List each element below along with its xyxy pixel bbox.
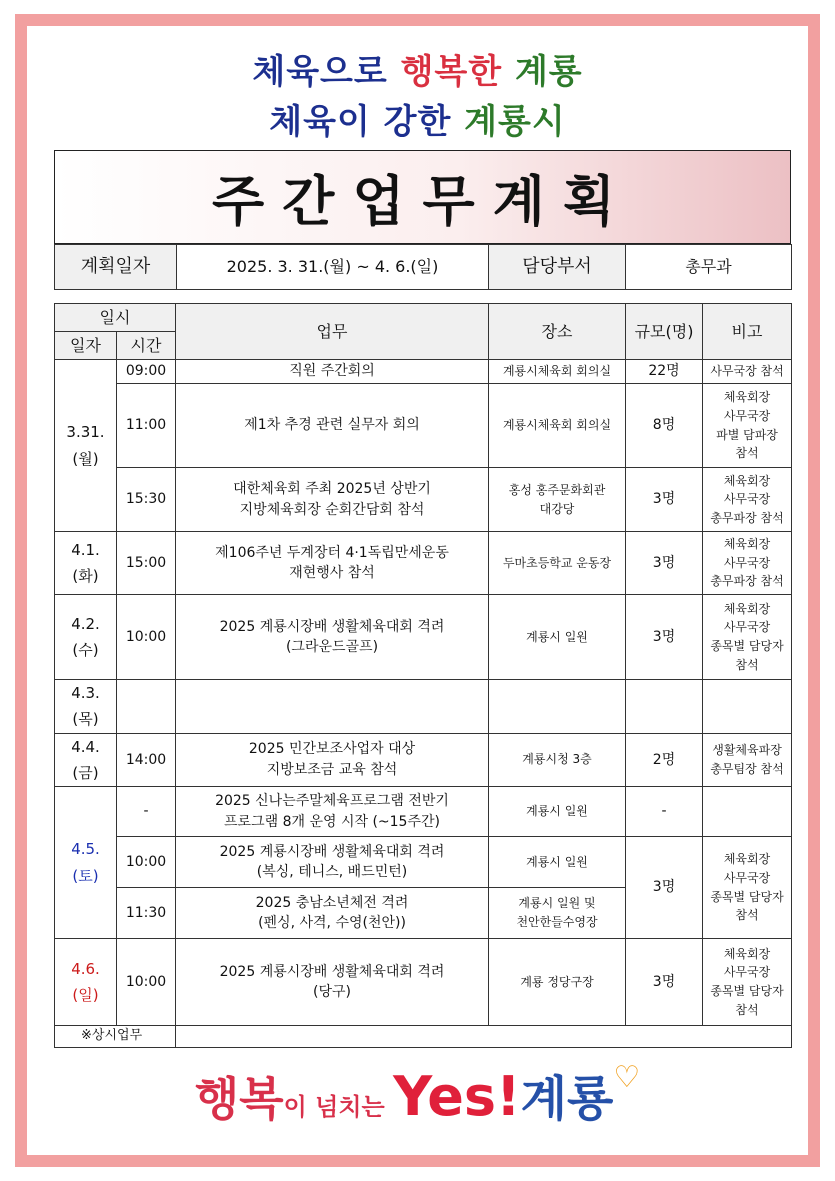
dept-label: 담당부서 — [489, 245, 626, 290]
slogan-2b: 계룡시 — [464, 102, 566, 142]
scale-cell: 3명 — [626, 837, 703, 939]
place-cell — [489, 680, 626, 734]
task-cell: 2025 충남소년체전 격려 (펜싱, 사격, 수영(천안)) — [176, 888, 489, 939]
task-cell — [176, 680, 489, 734]
schedule-table — [54, 303, 792, 1048]
table-row — [55, 1026, 792, 1048]
header-scale: 규모(명) — [626, 304, 703, 360]
plan-info-table — [54, 244, 792, 290]
plan-date-label: 계획일자 — [55, 245, 177, 290]
time-cell: - — [117, 787, 176, 837]
place-cell: 두마초등학교 운동장 — [489, 532, 626, 595]
scale-cell: 8명 — [626, 384, 703, 468]
time-cell: 15:30 — [117, 468, 176, 532]
header-remarks: 비고 — [703, 304, 792, 360]
header-time: 시간 — [117, 332, 176, 360]
header-date: 일자 — [55, 332, 117, 360]
table-row — [55, 595, 792, 680]
table-row — [55, 837, 792, 888]
scale-cell: - — [626, 787, 703, 837]
header-datetime: 일시 — [55, 304, 176, 332]
remarks-cell: 체육회장 사무국장 총무파장 참석 — [703, 468, 792, 532]
table-row — [55, 468, 792, 532]
time-cell: 10:00 — [117, 939, 176, 1026]
remarks-cell — [703, 680, 792, 734]
footer-gyeryong: 계룡 — [520, 1071, 614, 1127]
time-cell: 09:00 — [117, 360, 176, 384]
page-title: 주간업무계획 — [212, 169, 633, 233]
remarks-cell: 체육회장 사무국장 종목별 담당자 참석 — [703, 837, 792, 939]
date-cell: 4.2. (수) — [55, 595, 117, 680]
remarks-cell: 생활체육파장 총무팀장 참석 — [703, 733, 792, 787]
task-cell: 직원 주간회의 — [176, 360, 489, 384]
heart-icon: ♡ — [613, 1060, 641, 1095]
date-cell: 4.1. (화) — [55, 532, 117, 595]
slogan-2a: 체육이 강한 — [269, 102, 465, 142]
table-row — [55, 360, 792, 384]
slogan-line-1 — [0, 44, 835, 93]
place-cell: 계룡 정당구장 — [489, 939, 626, 1026]
time-cell: 14:00 — [117, 733, 176, 787]
slogan-1a: 체육으로 — [252, 52, 401, 92]
footer-b: 이 넘치는 — [283, 1093, 394, 1121]
place-cell: 계룡시 일원 및 천안한들수영장 — [489, 888, 626, 939]
time-cell — [117, 680, 176, 734]
time-cell: 11:00 — [117, 384, 176, 468]
place-cell: 계룡시 일원 — [489, 837, 626, 888]
footer-a: 행복 — [194, 1072, 284, 1126]
date-cell: 4.3. (목) — [55, 680, 117, 734]
remarks-cell: 체육회장 사무국장 종목별 담당자 참석 — [703, 595, 792, 680]
footer-yes: Yes! — [393, 1065, 521, 1128]
footer-slogan — [0, 1060, 835, 1129]
scale-cell: 2명 — [626, 733, 703, 787]
remarks-cell: 체육회장 사무국장 파별 담파장 참석 — [703, 384, 792, 468]
remarks-cell: 체육회장 사무국장 총무파장 참석 — [703, 532, 792, 595]
time-cell: 10:00 — [117, 595, 176, 680]
table-row — [55, 384, 792, 468]
task-cell: 2025 계룡시장배 생활체육대회 격려 (그라운드골프) — [176, 595, 489, 680]
scale-cell: 3명 — [626, 468, 703, 532]
place-cell: 계룡시 일원 — [489, 787, 626, 837]
slogan-line-2 — [0, 94, 835, 143]
place-cell: 계룡시 일원 — [489, 595, 626, 680]
date-cell: 4.5. (토) — [55, 787, 117, 939]
task-cell: 2025 계룡시장배 생활체육대회 격려 (복싱, 테니스, 배드민턴) — [176, 837, 489, 888]
task-cell: 대한체육회 주최 2025년 상반기 지방체육회장 순회간담회 참석 — [176, 468, 489, 532]
remarks-cell: 체육회장 사무국장 종목별 담당자 참석 — [703, 939, 792, 1026]
table-row — [55, 680, 792, 734]
table-row — [55, 787, 792, 837]
title-banner — [54, 150, 791, 244]
scale-cell: 22명 — [626, 360, 703, 384]
task-cell: 제106주년 두계장터 4·1독립만세운동 재현행사 참석 — [176, 532, 489, 595]
date-cell: 3.31. (월) — [55, 360, 117, 532]
task-cell: 제1차 추경 관련 실무자 회의 — [176, 384, 489, 468]
time-cell: 15:00 — [117, 532, 176, 595]
place-cell: 홍성 홍주문화회관 대강당 — [489, 468, 626, 532]
header-task: 업무 — [176, 304, 489, 360]
note-empty — [176, 1026, 792, 1048]
scale-cell: 3명 — [626, 939, 703, 1026]
task-cell: 2025 민간보조사업자 대상 지방보조금 교육 참석 — [176, 733, 489, 787]
task-cell: 2025 신나는주말체육프로그램 전반기 프로그램 8개 운영 시작 (~15주간) — [176, 787, 489, 837]
scale-cell — [626, 680, 703, 734]
place-cell: 계룡시체육회 회의실 — [489, 384, 626, 468]
place-cell: 계룡시체육회 회의실 — [489, 360, 626, 384]
header-place: 장소 — [489, 304, 626, 360]
slogan-1c: 계룡 — [502, 52, 583, 92]
date-cell: 4.6. (일) — [55, 939, 117, 1026]
dept-value: 총무과 — [626, 245, 792, 290]
remarks-cell — [703, 787, 792, 837]
place-cell: 계룡시청 3층 — [489, 733, 626, 787]
time-cell: 11:30 — [117, 888, 176, 939]
table-row — [55, 532, 792, 595]
date-cell: 4.4. (금) — [55, 733, 117, 787]
slogan-1b: 행복한 — [400, 52, 503, 92]
scale-cell: 3명 — [626, 532, 703, 595]
table-row — [55, 733, 792, 787]
routine-note: ※상시업무 — [55, 1026, 176, 1048]
plan-date-value: 2025. 3. 31.(월) ~ 4. 6.(일) — [177, 245, 489, 290]
table-row — [55, 939, 792, 1026]
time-cell: 10:00 — [117, 837, 176, 888]
task-cell: 2025 계룡시장배 생활체육대회 격려 (당구) — [176, 939, 489, 1026]
remarks-cell: 사무국장 참석 — [703, 360, 792, 384]
scale-cell: 3명 — [626, 595, 703, 680]
